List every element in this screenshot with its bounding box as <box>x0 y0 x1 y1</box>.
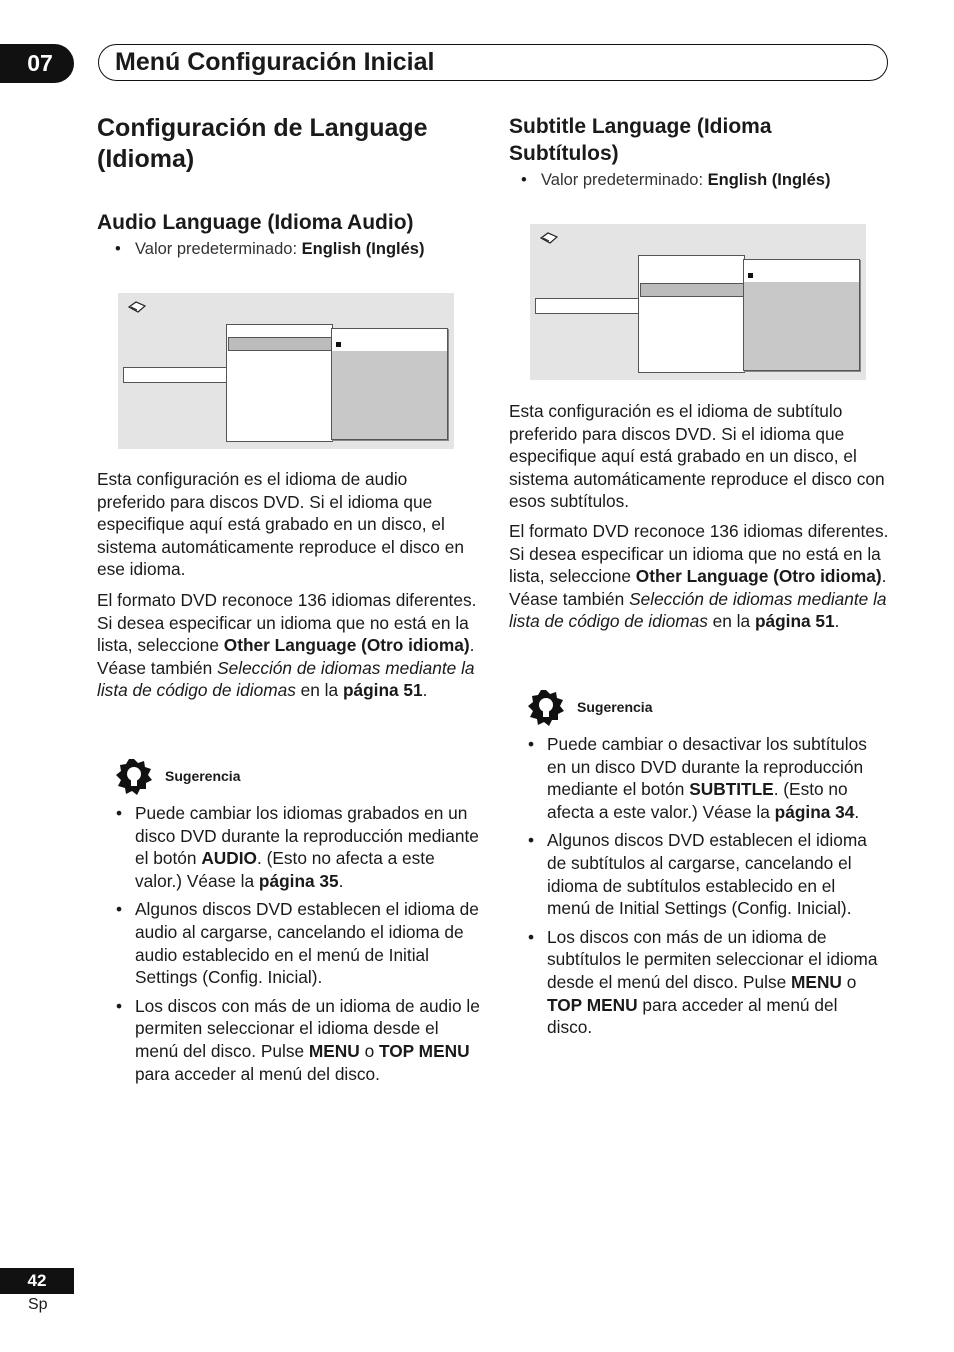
menu-middle-panel <box>638 255 745 373</box>
menu-option-list <box>743 259 860 371</box>
disc-icon <box>540 232 558 244</box>
subtitle-paragraph-1: Esta configuración es el idioma de subtítulo preferido para discos DVD. Si el idioma que especifique aquí está grabado en un disco, el sistema automáticamente reproduce el disco con esos subtítulos. <box>509 401 885 512</box>
language-code: Sp <box>28 1296 48 1313</box>
page-number: 42 <box>0 1268 74 1294</box>
section-title-line2: (Idioma) <box>97 145 195 173</box>
list-item: • Algunos discos DVD establecen el idioma de subtítulos al cargarse, cancelando el idioma de subtítulos establecido en el menú de Initial Settings (Config. Inicial). <box>547 829 882 919</box>
selection-marker <box>748 273 753 278</box>
chapter-number-badge <box>0 44 74 83</box>
menu-option-list <box>331 328 448 440</box>
subtitle-heading-line1: Subtitle Language (Idioma <box>509 115 772 138</box>
audio-paragraph-1: Esta configuración es el idioma de audio preferido para discos DVD. Si el idioma que especifique aquí está grabado en un disco, el sistema automáticamente reproduce el disco en ese idioma. <box>97 469 464 580</box>
audio-language-heading: Audio Language (Idioma Audio) <box>97 211 414 234</box>
menu-middle-selected <box>640 283 744 297</box>
tip-lightbulb-icon <box>527 689 565 727</box>
subtitle-heading-line2: Subtítulos) <box>509 142 619 165</box>
subtitle-menu-screenshot <box>530 224 866 380</box>
disc-icon <box>128 301 146 313</box>
list-item: • Puede cambiar o desactivar los subtítulos en un disco DVD durante la reproducción mediante el botón SUBTITLE. (Esto no afecta a este valor.) Véase la página 34. <box>547 733 882 823</box>
tip-title: Sugerencia <box>577 699 653 715</box>
audio-default-line <box>135 238 475 260</box>
list-item: • Algunos discos DVD establecen el idioma de audio al cargarse, cancelando el idioma de audio establecido en el menú de Initial Settings (Config. Inicial). <box>135 898 480 988</box>
subtitle-tips-list <box>547 733 882 1039</box>
subtitle-paragraph-2: El formato DVD reconoce 136 idiomas diferentes. Si desea especificar un idioma que no está en la lista, seleccione Other Language (Otro idioma). Véase también Selección de idiomas mediante la lista de código de idiomas en la página 51. <box>509 521 889 632</box>
list-item: • Los discos con más de un idioma de audio le permiten seleccionar el idioma desde el menú del disco. Pulse MENU o TOP MENU para acceder al menú del disco. <box>135 995 480 1085</box>
audio-paragraph-2: El formato DVD reconoce 136 idiomas diferentes. Si desea especificar un idioma que no está en la lista, seleccione Other Language (Otro idioma). Véase también Selección de idiomas mediante la lista de código de idiomas en la página 51. <box>97 590 477 701</box>
chapter-number: 07 <box>27 50 53 76</box>
default-label: Valor predeterminado: <box>135 240 302 258</box>
list-item: • Los discos con más de un idioma de subtítulos le permiten seleccionar el idioma desde el menú del disco. Pulse MENU o TOP MENU para acceder al menú del disco. <box>547 926 882 1039</box>
default-value: English (Inglés) <box>301 240 425 258</box>
chapter-title: Menú Configuración Inicial <box>115 48 435 76</box>
default-value: English (Inglés) <box>707 171 831 189</box>
audio-menu-screenshot <box>118 293 454 449</box>
tip-title: Sugerencia <box>165 768 241 784</box>
menu-left-item <box>535 298 639 314</box>
section-title <box>97 113 477 175</box>
menu-middle-selected <box>228 337 332 351</box>
list-item: • Puede cambiar los idiomas grabados en un disco DVD durante la reproducción mediante el botón AUDIO. (Esto no afecta a este valor.) Véase la página 35. <box>135 802 480 892</box>
chapter-title-bar <box>98 44 888 81</box>
selection-marker <box>336 342 341 347</box>
tip-lightbulb-icon <box>115 758 153 796</box>
menu-left-item <box>123 367 227 383</box>
default-label: Valor predeterminado: <box>541 171 708 189</box>
audio-tips-list <box>135 802 480 1085</box>
section-title-line1: Configuración de Language <box>97 114 428 142</box>
subtitle-default-line <box>541 169 881 191</box>
